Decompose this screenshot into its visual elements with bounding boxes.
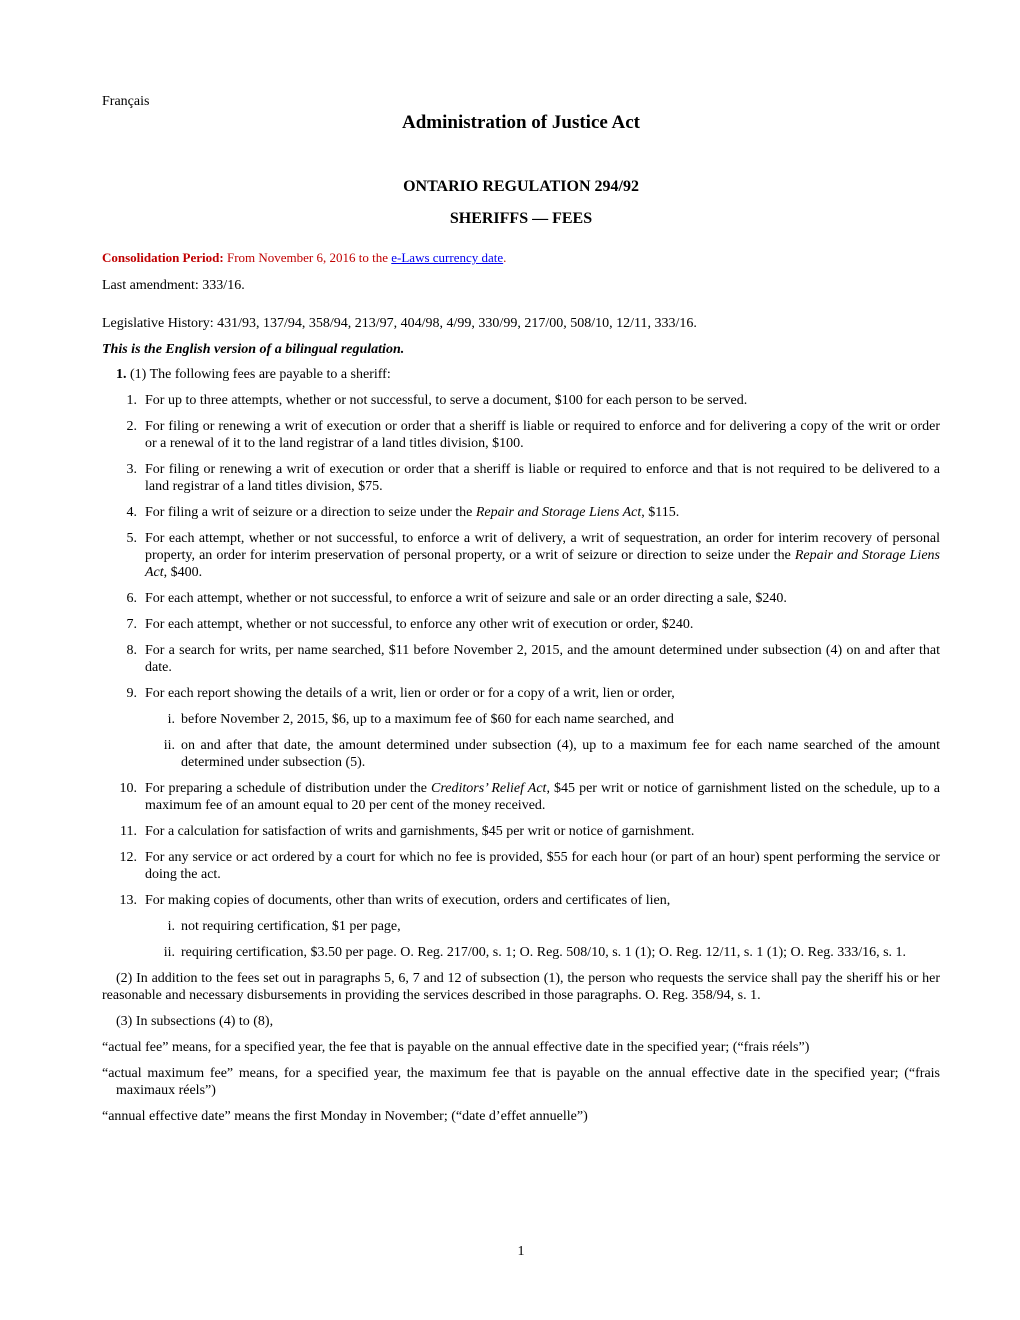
list-item: 10. For preparing a schedule of distribution under the Creditors’ Relief Act, $45 per writ or notice of garnishment listed on the schedule, up to a maximum fee of an amount equal to 20 per cent of the money received.	[119, 781, 940, 813]
list-item: 7. For each attempt, whether or not successful, to enforce any other writ of execution or order, $240.	[126, 617, 694, 632]
definition: “actual maximum fee” means, for a specified year, the maximum fee that is payable on the annual effective date in the specified year; (“frais maximaux réels”)	[102, 1066, 940, 1098]
subsection-3: (3) In subsections (4) to (8),	[116, 1014, 274, 1029]
sub-item: i. before November 2, 2015, $6, up to a maximum fee of $60 for each name searched, and	[167, 712, 674, 727]
subsection-2: (2) In addition to the fees set out in paragraphs 5, 6, 7 and 12 of subsection (1), the person who requests the service shall pay the sheriff his or her reasonable and necessary disbursements in providing the services described in those paragraphs. O. Reg. 358/94, s. 1.	[102, 971, 940, 1003]
last-amendment: Last amendment: 333/16.	[102, 278, 245, 293]
list-item: 5. For each attempt, whether or not successful, to enforce a writ of delivery, a writ of sequestration, an order for interim recovery of personal property, an order for interim preservation of personal property, or a writ of seizure or direction to seize under the Repair and Storage Liens Act, $400.	[126, 531, 940, 580]
section-1-heading: 1. (1) The following fees are payable to a sheriff:	[116, 367, 391, 382]
list-item: 11. For a calculation for satisfaction of writs and garnishments, $45 per writ or notice of garnishment.	[120, 824, 695, 839]
sub-item: i. not requiring certification, $1 per page,	[167, 919, 401, 934]
act-title: Administration of Justice Act	[401, 112, 640, 133]
regulation-subtitle: SHERIFFS — FEES	[449, 210, 593, 227]
regulation-title: ONTARIO REGULATION 294/92	[403, 178, 639, 195]
list-item: 2. For filing or renewing a writ of execution or order that a sheriff is liable or required to enforce and for delivering a copy of the writ or order or a renewal of it to the land registrar of a land titles division, $100.	[126, 419, 940, 451]
list-item: 4. For filing a writ of seizure or a direction to seize under the Repair and Storage Liens Act, $115.	[126, 505, 680, 520]
list-item: 9. For each report showing the details of a writ, lien or order or for a copy of a writ, lien or order,	[126, 686, 675, 701]
regulation-body	[102, 366, 940, 1134]
consolidation-text: From November 6, 2016 to the	[223, 250, 392, 265]
legislative-history: Legislative History: 431/93, 137/94, 358/94, 213/97, 404/98, 4/99, 330/99, 217/00, 508/10, 12/11, 333/16.	[102, 316, 697, 331]
list-item: 8. For a search for writs, per name searched, $11 before November 2, 2015, and the amount determined under subsection (4) on and after that date.	[126, 643, 940, 675]
page-number: 1	[517, 1244, 525, 1259]
consolidation-period: Consolidation Period: From November 6, 2016 to the e-Laws currency date.	[102, 250, 507, 265]
list-item: 3. For filing or renewing a writ of execution or order that a sheriff is liable or required to enforce and that is not required to be delivered to a land registrar of a land titles division, $75.	[126, 462, 940, 494]
definition: “annual effective date” means the first Monday in November; (“date d’effet annuelle”)	[102, 1109, 588, 1124]
sub-item: ii. requiring certification, $3.50 per page. O. Reg. 217/00, s. 1; O. Reg. 508/10, s. 1 (1); O. Reg. 12/11, s. 1 (1); O. Reg. 333/16, s. 1.	[163, 945, 907, 960]
list-item: 1. For up to three attempts, whether or not successful, to serve a document, $100 for each person to be served.	[126, 393, 748, 408]
french-version-link[interactable]: Français	[102, 94, 150, 109]
list-item: 13. For making copies of documents, other than writs of execution, orders and certificates of lien,	[119, 893, 671, 908]
list-item: 6. For each attempt, whether or not successful, to enforce a writ of seizure and sale or an order directing a sale, $240.	[126, 591, 787, 606]
document-page	[102, 0, 940, 1320]
list-item: 12. For any service or act ordered by a court for which no fee is provided, $55 for each hour (or part of an hour) spent performing the service or doing the act.	[119, 850, 940, 882]
definition: “actual fee” means, for a specified year, the fee that is payable on the annual effective date in the specified year; (“frais réels”)	[102, 1040, 810, 1055]
e-laws-currency-link[interactable]: e-Laws currency date	[391, 250, 504, 265]
consolidation-label: Consolidation Period:	[102, 250, 224, 265]
bilingual-note: This is the English version of a bilingual regulation.	[102, 342, 405, 357]
sub-item: ii. on and after that date, the amount determined under subsection (4), up to a maximum fee for each name searched of the amount determined under subsection (5).	[163, 738, 940, 770]
